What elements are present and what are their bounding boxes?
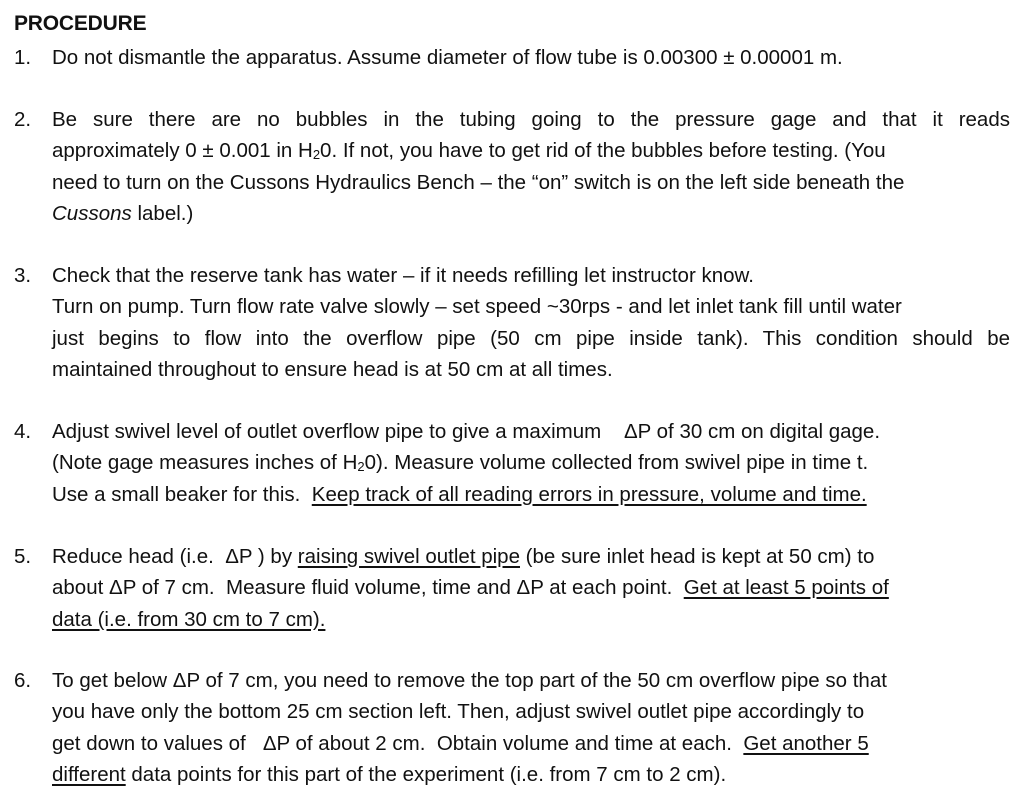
step-text-line: [52, 541, 1010, 572]
procedure-step-5: [14, 541, 1014, 635]
step-number: 3.: [14, 264, 32, 287]
step-number: 6.: [14, 669, 32, 692]
underlined-instruction: data (i.e. from 30 cm to 7 cm).: [52, 607, 326, 631]
step-text-line: To get below ΔP of 7 cm, you need to remove the top part of the 50 cm overflow pipe so that: [52, 669, 887, 692]
step-text-segment: label.): [131, 201, 194, 225]
step-text-line: Turn on pump. Turn flow rate valve slowly – set speed ~30rps - and let inlet tank fill until water: [52, 295, 902, 319]
step-text-line: Do not dismantle the apparatus. Assume diameter of flow tube is 0.00300 ± 0.00001 m.: [52, 46, 843, 69]
procedure-step-2: [14, 104, 1014, 229]
step-text-segment: 0). Measure volume collected from swivel pipe in time t.: [364, 451, 869, 475]
step-text-line: [52, 572, 1010, 603]
step-text-segment: 0. If not, you have to get rid of the bubbles before testing. (You: [320, 139, 886, 163]
step-text-line: need to turn on the Cussons Hydraulics Bench – the “on” switch is on the left side beneath the: [52, 170, 905, 194]
step-text-line: just begins to flow into the overflow pipe (50 cm pipe inside tank). This condition should be: [52, 326, 1010, 350]
step-number: 2.: [14, 108, 32, 131]
step-number: 1.: [14, 46, 32, 69]
step-text-line: Be sure there are no bubbles in the tubing going to the pressure gage and that it reads: [52, 108, 1010, 131]
procedure-step-1: [14, 42, 1014, 73]
step-number: 5.: [14, 545, 32, 568]
step-text-segment: get down to values of ΔP of about 2 cm. Obtain volume and time at each.: [52, 731, 744, 755]
underlined-instruction: raising swivel outlet pipe: [297, 545, 520, 568]
step-text-segment: Reduce head (i.e. ΔP ) by: [52, 545, 298, 568]
procedure-step-4: [14, 416, 1014, 510]
page-title: PROCEDURE: [14, 12, 147, 35]
italic-label: Cussons: [52, 201, 132, 225]
step-text-line: [52, 604, 1010, 635]
step-text-line: maintained throughout to ensure head is at 50 cm at all times.: [52, 357, 613, 381]
subscript: 2: [357, 459, 365, 475]
step-text-segment: approximately 0 ± 0.001 in H: [52, 139, 313, 163]
step-text-line: Check that the reserve tank has water – if it needs refilling let instructor know.: [52, 264, 754, 287]
step-text-line: [52, 479, 1010, 510]
step-number: 4.: [14, 420, 32, 443]
procedure-step-6: [14, 665, 1014, 790]
step-text-line: [52, 447, 1010, 478]
step-text-line: [52, 728, 1010, 759]
subscript: 2: [312, 147, 321, 163]
step-text-line: [52, 198, 1010, 229]
underlined-instruction: Get another 5: [743, 731, 869, 755]
underlined-instruction: Get at least 5 points of: [683, 576, 889, 600]
step-text-line: [52, 759, 1010, 790]
step-text-line: you have only the bottom 25 cm section left. Then, adjust swivel outlet pipe accordingly to: [52, 700, 865, 724]
step-text-line: [52, 135, 1010, 166]
step-text-segment: Use a small beaker for this.: [52, 482, 312, 506]
step-text-segment: data points for this part of the experiment (i.e. from 7 cm to 2 cm).: [125, 762, 727, 786]
underlined-instruction: Keep track of all reading errors in pressure, volume and time.: [311, 482, 867, 506]
step-text-line: Adjust swivel level of outlet overflow pipe to give a maximum ΔP of 30 cm on digital gage.: [52, 420, 881, 443]
step-text-segment: about ΔP of 7 cm. Measure fluid volume, time and ΔP at each point.: [52, 576, 684, 600]
underlined-instruction: different: [52, 762, 126, 786]
step-text-segment: (be sure inlet head is kept at 50 cm) to: [519, 545, 875, 568]
step-text-segment: (Note gage measures inches of H: [52, 451, 358, 475]
procedure-step-3: [14, 260, 1014, 385]
